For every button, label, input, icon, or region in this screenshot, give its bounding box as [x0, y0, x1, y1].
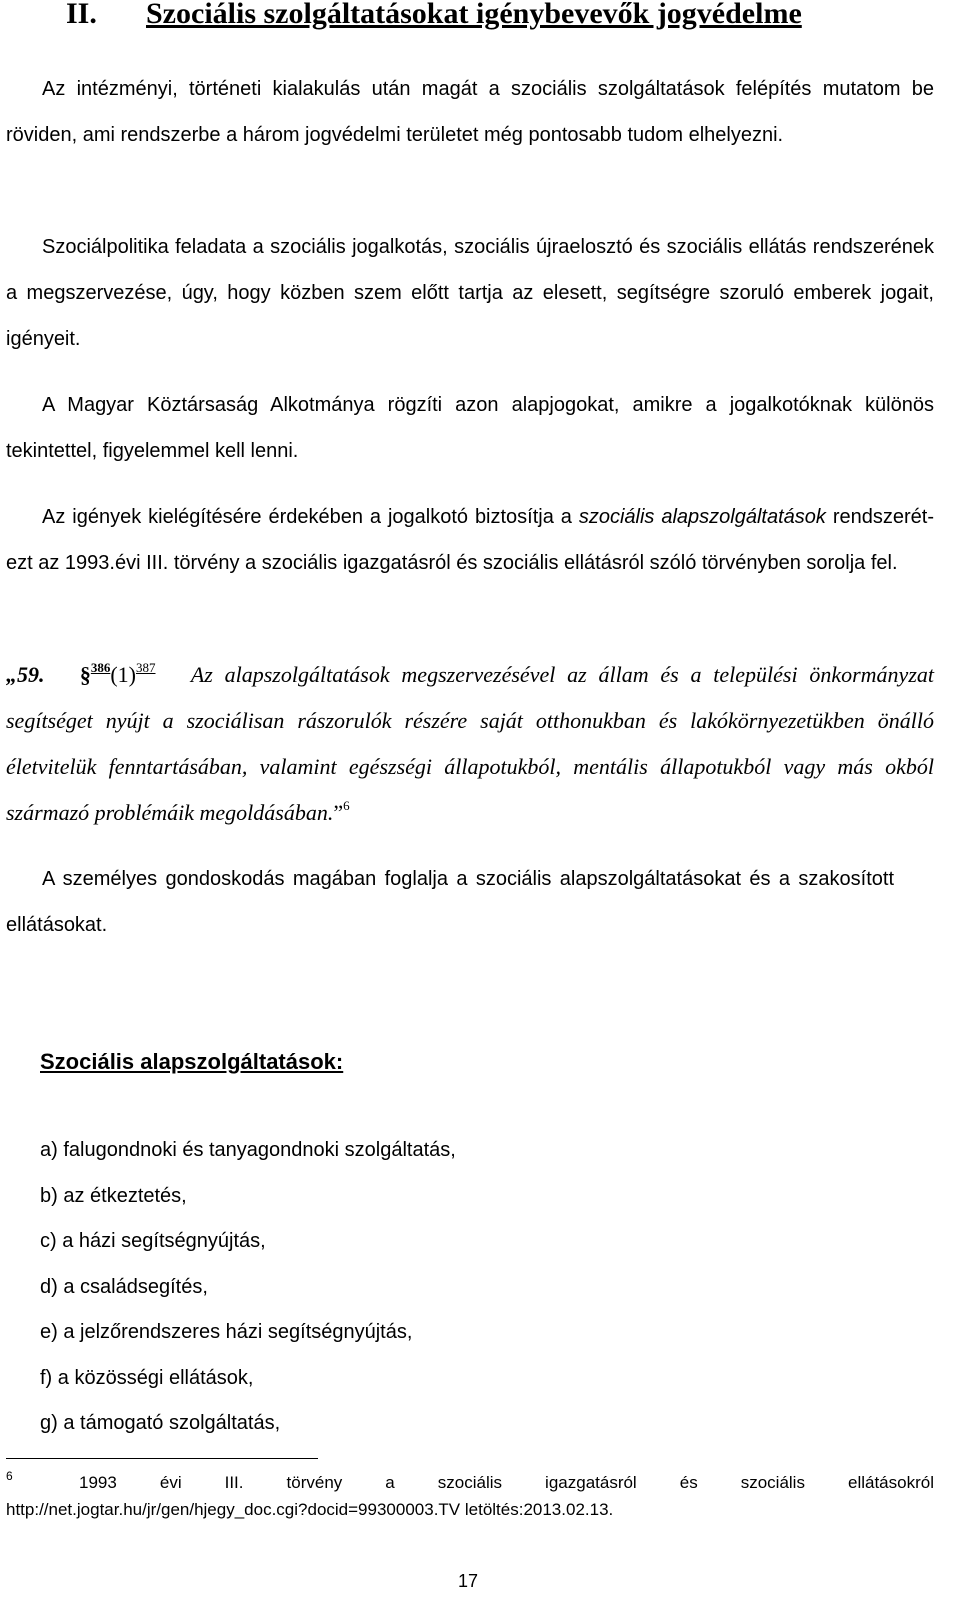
paragraph-personal-care: A személyes gondoskodás magában foglalja a szociális alapszolgáltatásokat és a szakosított ellátásokat.: [6, 868, 894, 936]
quote-opening: „59.: [6, 662, 45, 687]
quote-text: Az alapszolgáltatások megszervezésével az állam és a települési önkormányzat segítséget nyújt a szociálisan rászorulók részére saját otthonukban és lakókörnyezetükben önálló életvitelük fenntartásában, valamint egészségi állapotukból, mentális állapotukból vagy más okból származó problémáik megoldásában.: [6, 662, 934, 825]
paragraph-basic-services-part2: rendszerét- ezt az 1993.évi III. törvény a szociális igazgatásról és szociális ellátásról szóló törvényben sorolja fel.: [6, 506, 934, 574]
paragraph-social-policy: Szociálpolitika feladata a szociális jogalkotás, szociális újraelosztó és szociális ellátás rendszerének a megszervezése, úgy, hogy közben szem előtt tartja az elesett, segítségre szoruló emberek jogait, igényeit.: [6, 236, 934, 350]
services-list: [40, 1128, 456, 1447]
list-item: g) a támogató szolgáltatás,: [40, 1412, 281, 1434]
footnote-word: szociális: [740, 1473, 805, 1492]
law-quote: [6, 652, 934, 836]
footnote-source-link[interactable]: http://net.jogtar.hu/jr/gen/hjegy_doc.cgi?docid=99300003.TV letöltés:2013.02.13.: [6, 1500, 614, 1519]
reference-387-text: 387: [136, 660, 156, 675]
footnote-word: III.: [224, 1473, 244, 1492]
list-item: d) a családsegítés,: [40, 1275, 208, 1298]
paragraph-basic-services: [6, 494, 934, 586]
paragraph-intro: Az intézményi, történeti kialakulás után magát a szociális szolgáltatások felépítés mutatom be röviden, ami rendszerbe a három jogvédelmi területet még pontosabb tudom elhelyezni.: [6, 78, 934, 146]
footnote-mark: 6: [6, 1469, 13, 1483]
footnote-line-1: [6, 1470, 934, 1497]
footnote-word: szociális: [437, 1473, 503, 1492]
footnote-ref-6: 6: [343, 798, 350, 813]
footnote-word: 1993: [79, 1473, 117, 1492]
footnote-word: ellátásokról: [847, 1473, 934, 1492]
footnote-word: évi: [159, 1473, 182, 1492]
reference-386: [91, 660, 111, 675]
footnote-word: és: [679, 1473, 698, 1492]
section-title: Szociális szolgáltatásokat igénybevevők jogvédelme: [146, 0, 802, 30]
footnote-word: a: [385, 1473, 395, 1492]
list-item: a) falugondnoki és tanyagondnoki szolgáltatás,: [40, 1139, 456, 1161]
quote-closing: ”: [333, 800, 344, 825]
paragraph-constitution: A Magyar Köztársaság Alkotmánya rögzíti azon alapjogokat, amikre a jogalkotóknak különös tekintettel, figyelemmel kell lenni.: [6, 394, 934, 462]
reference-386-text: 386: [90, 660, 111, 675]
paragraph-basic-services-italic: szociális alapszolgáltatások: [578, 506, 826, 528]
list-item: b) az étkeztetés,: [40, 1184, 187, 1207]
list-item: f) a közösségi ellátások,: [40, 1366, 254, 1389]
list-item: c) a házi segítségnyújtás,: [40, 1230, 266, 1252]
quote-paragraph-number: (1): [110, 662, 136, 687]
footnote-word: törvény: [286, 1473, 343, 1492]
section-heading: [66, 0, 946, 34]
section-number: II.: [66, 0, 97, 30]
services-subheading: Szociális alapszolgáltatások:: [40, 1049, 344, 1074]
footnote-word: igazgatásról: [545, 1473, 637, 1492]
page-number: 17: [457, 1571, 479, 1591]
paragraph-basic-services-part1: Az igények kielégítésére érdekében a jogalkotó biztosítja a: [42, 506, 579, 528]
reference-387: [136, 660, 156, 675]
footnote-separator: [6, 1458, 318, 1459]
list-item: e) a jelzőrendszeres házi segítségnyújtás,: [40, 1321, 413, 1343]
footnote: [6, 1470, 934, 1523]
section-symbol: §: [79, 662, 91, 687]
